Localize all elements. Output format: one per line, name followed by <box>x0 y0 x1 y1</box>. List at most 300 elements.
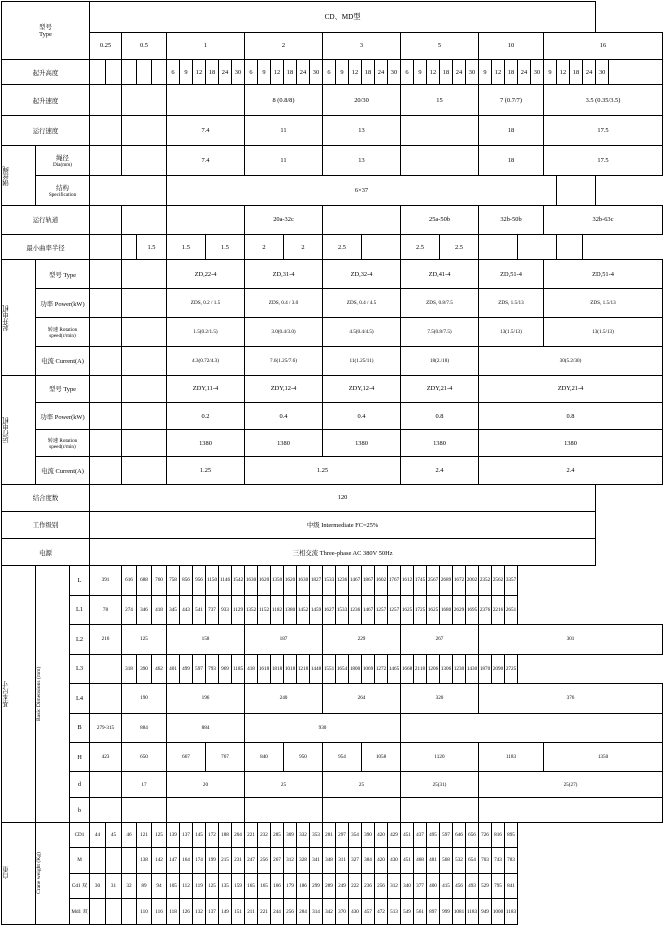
hoist-motor-speed-2: 3.0(0.4/3.0) <box>245 318 323 347</box>
hoist-motor-type-2: ZD,31-4 <box>245 260 323 289</box>
height-cell: 6 <box>245 59 258 84</box>
weight-cd1-cell: 429 <box>388 822 401 847</box>
hoist-motor-speed-0-25 <box>90 318 122 347</box>
rope-dia-0-25 <box>90 146 122 176</box>
weight-md1-cell: 199 <box>206 848 219 873</box>
dim-L-cell: 1542 <box>232 566 245 595</box>
dim-L3-cell: 1870 <box>479 654 492 683</box>
weight-md1-cell: 341 <box>310 848 323 873</box>
capacity-3: 3 <box>323 32 401 59</box>
weight-md1d-cell <box>122 899 137 925</box>
dim-L1-cell: 1352 <box>245 595 258 624</box>
dim-b-cell <box>479 798 663 822</box>
dim-b-cell <box>245 798 323 822</box>
height-cell: 12 <box>557 59 570 84</box>
dim-L2-cell: 158 <box>167 625 245 654</box>
weight-md1d-cell: 211 <box>245 899 258 925</box>
weight-md1d-cell: 314 <box>310 899 323 925</box>
dim-d-cell <box>90 772 122 798</box>
travel-motor-power-5: 0.8 <box>401 403 479 430</box>
dim-L-cell: 1827 <box>310 566 323 595</box>
travel-motor-type-0-5 <box>122 375 167 402</box>
weight-cd1-cell: 139 <box>167 822 180 847</box>
dim-d-cell: 25 <box>323 772 401 798</box>
row-label-travel-motor-power: 功率 Power(kW) <box>36 403 90 430</box>
dim-d-cell: 20 <box>167 772 245 798</box>
dim-L3-cell: 1185 <box>232 654 245 683</box>
dim-L1-cell: 274 <box>122 595 137 624</box>
capacity-1: 1 <box>167 32 245 59</box>
dim-L1-cell: 345 <box>167 595 180 624</box>
weight-md1d-cell: 118 <box>167 899 180 925</box>
travel-motor-power-0-25 <box>90 403 122 430</box>
dim-L-cell: 1767 <box>388 566 401 595</box>
height-cell: 30 <box>232 59 245 84</box>
hoist-motor-speed-3: 4.5(0.4/4.5) <box>323 318 401 347</box>
height-cell: 12 <box>427 59 440 84</box>
weight-cd1d-cell: 312 <box>388 873 401 898</box>
track-3 <box>323 205 401 234</box>
dim-L1-cell: 1625 <box>401 595 414 624</box>
dim-L-cell: 956 <box>193 566 206 595</box>
dim-L3-cell: 1430 <box>466 654 479 683</box>
travel-motor-type-1: ZDY,11-4 <box>167 375 245 402</box>
travel-speed-10: 18 <box>479 115 544 146</box>
weight-md1-cell: 231 <box>232 848 245 873</box>
hoist-motor-power-3: ZDS, 0.4 / 4.5 <box>323 289 401 318</box>
min-radius-cell: 1.5 <box>167 234 206 259</box>
weight-md1d-cell: 256 <box>284 899 297 925</box>
weight-cd1d-cell: 795 <box>492 873 505 898</box>
weight-md1d-cell: 132 <box>193 899 206 925</box>
row-label-wire-rope: 钢丝绳 <box>2 146 36 205</box>
row-label-rope-dia: 绳径 Dia(mm) <box>36 146 90 176</box>
hoist-motor-power-16: ZDS, 1.5/13 <box>544 289 663 318</box>
travel-motor-type-10-16: ZDY,21-4 <box>479 375 663 402</box>
dim-L3-cell: 969 <box>219 654 232 683</box>
height-cell <box>609 59 663 84</box>
capacity-2: 2 <box>245 32 323 59</box>
dim-L3-cell: 318 <box>122 654 137 683</box>
capacity-5: 5 <box>401 32 479 59</box>
hoist-motor-speed-0-5 <box>122 318 167 347</box>
travel-speed-1: 7.4 <box>167 115 245 146</box>
weight-md1d-cell: 110 <box>137 899 152 925</box>
dim-L1-cell: 1129 <box>232 595 245 624</box>
dim-L-cell: 1867 <box>362 566 375 595</box>
hoist-motor-speed-16: 13(1.5/13) <box>544 318 663 347</box>
dim-L-cell: 1672 <box>453 566 466 595</box>
weight-md1d-cell: 897 <box>427 899 440 925</box>
height-cell: 6 <box>401 59 414 84</box>
weight-cd1d-cell: 105 <box>167 873 180 898</box>
dim-L1-cell: 78 <box>90 595 122 624</box>
travel-motor-current-2-3: 1.25 <box>245 457 401 484</box>
weight-cd1-cell: 232 <box>258 822 271 847</box>
weight-cd1-cell: 125 <box>152 822 167 847</box>
height-cell: 9 <box>336 59 349 84</box>
hoist-motor-power-5: ZDS, 0.8/7.5 <box>401 289 479 318</box>
weight-cd1-cell: 46 <box>122 822 137 847</box>
height-cell: 30 <box>388 59 401 84</box>
dim-B-cell: 930 <box>245 713 401 742</box>
weight-md1-cell: 532 <box>453 848 466 873</box>
weight-md1d-cell: 999 <box>440 899 453 925</box>
weight-cd1-cell: 495 <box>427 822 440 847</box>
weight-cd1-cell: 121 <box>137 822 152 847</box>
weight-label-md1-double: Md1 双 <box>70 899 90 925</box>
weight-md1d-cell: 370 <box>336 899 349 925</box>
dim-L1-cell: 933 <box>219 595 232 624</box>
rope-spec-large: 6×37 <box>167 176 557 206</box>
height-cell <box>152 59 167 84</box>
dim-L-cell: 391 <box>90 566 122 595</box>
weight-md1-cell: 430 <box>388 848 401 873</box>
dim-L3-cell: 1618 <box>258 654 271 683</box>
height-cell <box>137 59 152 84</box>
weight-cd1d-cell: 456 <box>453 873 466 898</box>
dim-b-cell <box>122 798 167 822</box>
height-cell: 30 <box>531 59 544 84</box>
travel-motor-power-3: 0.4 <box>323 403 401 430</box>
weight-md1d-cell: 549 <box>401 899 414 925</box>
travel-motor-power-10-16: 0.8 <box>479 403 663 430</box>
dim-L4-cell <box>90 684 122 713</box>
weight-cd1d-cell: 529 <box>479 873 492 898</box>
weight-md1d-cell: 126 <box>180 899 193 925</box>
height-cell: 9 <box>414 59 427 84</box>
weight-md1-cell: 142 <box>152 848 167 873</box>
dim-L3-cell: 1465 <box>388 654 401 683</box>
weight-cd1-cell: 188 <box>219 822 232 847</box>
weight-cd1-cell: 137 <box>180 822 193 847</box>
travel-motor-current-0-25 <box>90 457 122 484</box>
min-radius-cell: 2 <box>284 234 323 259</box>
weight-md1-cell: 420 <box>375 848 388 873</box>
weight-label-cd1-double: Cd1 双 <box>70 873 90 898</box>
group-label: CD、MD型 <box>90 2 596 33</box>
dim-L-cell: 1602 <box>375 566 388 595</box>
height-cell: 9 <box>544 59 557 84</box>
weight-md1d-cell: 457 <box>362 899 375 925</box>
weight-md1-cell <box>122 848 137 873</box>
dim-label-L1: L1 <box>70 595 90 624</box>
dim-L3-cell: 1206 <box>427 654 440 683</box>
weight-cd1d-cell: 112 <box>180 873 193 898</box>
dim-b-cell <box>323 798 401 822</box>
height-cell <box>122 59 137 84</box>
dim-d-cell: 25(27) <box>479 772 663 798</box>
dim-L-cell: 688 <box>137 566 152 595</box>
height-cell: 9 <box>180 59 193 84</box>
weight-md1-cell: 328 <box>297 848 310 873</box>
height-cell: 9 <box>479 59 492 84</box>
rope-dia-16: 17.5 <box>544 146 663 176</box>
dim-L2-cell: 301 <box>479 625 663 654</box>
dim-L3-cell: 2725 <box>505 654 518 683</box>
row-label-crane-weight-en: Crane weight (Kg) <box>36 822 70 924</box>
travel-motor-current-10-16: 2.4 <box>479 457 663 484</box>
hoist-motor-current-2: 7.6(1.25/7.6) <box>245 346 323 375</box>
weight-md1d-cell: 1183 <box>466 899 479 925</box>
row-label-travel-motor: 运行电机 <box>2 375 36 484</box>
weight-md1-cell: 256 <box>258 848 271 873</box>
row-label-track: 运行轨道 <box>2 205 90 234</box>
rope-dia-1: 7.4 <box>167 146 245 176</box>
weight-md1-cell: 267 <box>271 848 284 873</box>
dim-L1-cell: 1695 <box>466 595 479 624</box>
height-cell: 18 <box>206 59 219 84</box>
dim-H-cell: 1350 <box>544 742 663 771</box>
dim-L4-cell: 264 <box>323 684 401 713</box>
weight-cd1d-cell: 400 <box>427 873 440 898</box>
weight-cd1-cell: 451 <box>401 822 414 847</box>
row-label-power-source: 电源 <box>2 538 90 565</box>
dim-L3-cell: 2118 <box>414 654 427 683</box>
weight-cd1d-cell: 222 <box>349 873 362 898</box>
weight-md1d-cell: 151 <box>232 899 245 925</box>
row-label-travel-motor-type: 型号 Type <box>36 375 90 402</box>
dim-L-cell: 2352 <box>479 566 492 595</box>
row-label-hoisting-height: 起升高度 <box>2 59 90 84</box>
row-label-basic-dimensions-en: Basic Dimensions (mm) <box>36 566 70 823</box>
weight-md1d-cell <box>106 899 122 925</box>
dim-L1-cell: 1452 <box>297 595 310 624</box>
weight-md1-cell: 247 <box>245 848 258 873</box>
travel-speed-0-25 <box>90 115 122 146</box>
dim-L3-cell: 1551 <box>323 654 336 683</box>
duty-value: 中级 Intermediate FC=25% <box>90 511 596 538</box>
height-cell: 12 <box>349 59 362 84</box>
weight-cd1d-cell: 415 <box>440 873 453 898</box>
weight-md1d-cell: 221 <box>258 899 271 925</box>
dim-label-L3: L3 <box>70 654 90 683</box>
height-cell: 6 <box>167 59 180 84</box>
rope-spec-pad <box>557 176 596 206</box>
dim-L1-cell: 541 <box>193 595 206 624</box>
height-cell: 12 <box>271 59 284 84</box>
min-radius-cell <box>362 234 401 259</box>
dim-label-b: b <box>70 798 90 822</box>
capacity-0-25: 0.25 <box>90 32 122 59</box>
hoist-motor-speed-5: 7.5(0.8/7.5) <box>401 318 479 347</box>
min-radius-cell <box>122 234 137 259</box>
weight-md1d-cell: 284 <box>297 899 310 925</box>
type-label-cn: 型号 <box>39 24 52 32</box>
rope-dia-2: 11 <box>245 146 323 176</box>
hoist-motor-type-10: ZD,51-4 <box>479 260 544 289</box>
weight-md1-cell: 743 <box>492 848 505 873</box>
weight-md1d-cell: 137 <box>206 899 219 925</box>
weight-cd1-cell: 297 <box>336 822 349 847</box>
height-cell: 30 <box>596 59 609 84</box>
dim-L-cell: 1150 <box>206 566 219 595</box>
hoisting-speed-16: 3.5 (0.35/3.5) <box>544 85 663 116</box>
dim-L4-cell: 320 <box>401 684 479 713</box>
height-cell: 12 <box>193 59 206 84</box>
dim-L3-cell: 1230 <box>453 654 466 683</box>
weight-cd1-cell: 172 <box>206 822 219 847</box>
dim-L4-cell: 376 <box>479 684 663 713</box>
height-cell: 24 <box>583 59 596 84</box>
dim-L1-cell: 418 <box>152 595 167 624</box>
weight-cd1d-cell: 119 <box>193 873 206 898</box>
min-radius-cell <box>557 234 583 259</box>
dim-L2-cell: 267 <box>401 625 479 654</box>
weight-md1-cell: 174 <box>193 848 206 873</box>
weight-md1-cell: 164 <box>180 848 193 873</box>
hoisting-speed-5: 15 <box>401 85 479 116</box>
travel-speed-3: 13 <box>323 115 401 146</box>
hoist-motor-power-0-5 <box>122 289 167 318</box>
dim-L3-cell: 1818 <box>271 654 284 683</box>
height-cell: 18 <box>505 59 518 84</box>
hoisting-speed-10: 7 (0.7/7) <box>479 85 544 116</box>
hoist-motor-type-3: ZD,32-4 <box>323 260 401 289</box>
weight-cd1-cell: 332 <box>297 822 310 847</box>
weight-md1-cell: 568 <box>440 848 453 873</box>
dim-H-cell: 767 <box>206 742 245 771</box>
dim-label-B: B <box>70 713 90 742</box>
weight-cd1d-cell: 289 <box>323 873 336 898</box>
dim-L3-cell: 499 <box>180 654 193 683</box>
weight-md1-cell: 703 <box>479 848 492 873</box>
dim-L-cell: 3357 <box>505 566 518 595</box>
weight-cd1d-cell: 299 <box>310 873 323 898</box>
hoist-motor-type-1: ZD,22-4 <box>167 260 245 289</box>
dim-L1-cell: 2629 <box>453 595 466 624</box>
weight-md1d-cell: 561 <box>414 899 427 925</box>
hoist-motor-current-5: 18(2./18) <box>401 346 479 375</box>
weight-md1d-cell: 430 <box>349 899 362 925</box>
dim-B-cell <box>401 713 663 742</box>
travel-speed-5 <box>401 115 479 146</box>
weight-md1d-cell: 116 <box>152 899 167 925</box>
travel-motor-speed-3: 1380 <box>323 430 401 457</box>
dim-L1-cell: 1257 <box>375 595 388 624</box>
height-cell: 18 <box>284 59 297 84</box>
hoist-motor-type-16: ZD,51-4 <box>544 260 663 289</box>
track-1 <box>167 205 245 234</box>
weight-label-md1: M <box>70 848 90 873</box>
min-radius-cell: 1.5 <box>137 234 167 259</box>
height-cell: 18 <box>440 59 453 84</box>
min-radius-cell: 1.5 <box>206 234 245 259</box>
rope-dia-0-5 <box>122 146 167 176</box>
dim-L3-cell: 418 <box>245 654 258 683</box>
dim-H-cell: 950 <box>284 742 323 771</box>
dim-H-cell: 1183 <box>479 742 544 771</box>
power-source-value: 三相交流 Three-phase AC 380V 50Hz <box>90 538 596 565</box>
dim-H-cell: 954 <box>323 742 362 771</box>
dim-L2-cell: 125 <box>122 625 167 654</box>
weight-cd1d-cell: 125 <box>206 873 219 898</box>
dim-H-cell: 667 <box>167 742 206 771</box>
track-0-25 <box>90 205 122 234</box>
dim-L-cell: 1146 <box>219 566 232 595</box>
capacity-10: 10 <box>479 32 544 59</box>
row-label-duty: 工作级别 <box>2 511 90 538</box>
weight-cd1d-cell: 493 <box>466 873 479 898</box>
dim-L-cell: 1620 <box>284 566 297 595</box>
dim-label-L2: L2 <box>70 625 90 654</box>
dim-L-cell: 2567 <box>427 566 440 595</box>
dim-L4-cell: 190 <box>122 684 167 713</box>
weight-cd1-cell: 221 <box>245 822 258 847</box>
weight-md1-cell: 468 <box>414 848 427 873</box>
min-radius-cell <box>518 234 557 259</box>
min-radius-cell <box>479 234 518 259</box>
min-radius-cell: 2.5 <box>440 234 479 259</box>
hoist-motor-type-0-25 <box>90 260 122 289</box>
hoist-motor-power-2: ZDS, 0.4 / 3.0 <box>245 289 323 318</box>
weight-cd1-cell: 656 <box>466 822 479 847</box>
weight-md1d-cell: 949 <box>479 899 492 925</box>
travel-motor-speed-2: 1380 <box>245 430 323 457</box>
rope-dia-3: 13 <box>323 146 401 176</box>
travel-speed-2: 11 <box>245 115 323 146</box>
height-cell <box>90 59 106 84</box>
dim-L-cell: 2002 <box>466 566 479 595</box>
weight-cd1d-cell: 135 <box>219 873 232 898</box>
weight-md1-cell: 451 <box>401 848 414 873</box>
hoist-motor-type-5: ZD,41-4 <box>401 260 479 289</box>
dim-L-cell: 856 <box>180 566 193 595</box>
dim-d-cell: 25(31) <box>401 772 479 798</box>
specification-table <box>1 1 663 925</box>
dim-L3-cell: 390 <box>137 654 152 683</box>
weight-md1-cell: 348 <box>323 848 336 873</box>
dim-L-cell: 1620 <box>258 566 271 595</box>
hoist-motor-current-0-5 <box>122 346 167 375</box>
weight-cd1-cell: 353 <box>310 822 323 847</box>
weight-cd1-cell: 145 <box>193 822 206 847</box>
row-label-hoist-motor-current: 电流 Current(A) <box>36 346 90 375</box>
dim-L1-cell: 1236 <box>349 595 362 624</box>
dim-L1-cell: 1467 <box>362 595 375 624</box>
dim-L1-cell: 1725 <box>414 595 427 624</box>
weight-cd1-cell: 437 <box>414 822 427 847</box>
height-cell: 24 <box>297 59 310 84</box>
travel-motor-speed-0-5 <box>122 430 167 457</box>
height-cell: 30 <box>310 59 323 84</box>
dim-L1-cell: 737 <box>206 595 219 624</box>
dim-L3-cell: 1218 <box>297 654 310 683</box>
hoisting-speed-0-5 <box>122 85 167 116</box>
weight-cd1d-cell: 30 <box>90 873 106 898</box>
weight-cd1d-cell: 256 <box>375 873 388 898</box>
dim-H-cell: 840 <box>245 742 284 771</box>
dim-L1-cell: 1380 <box>284 595 297 624</box>
hoist-motor-power-1: ZDS, 0.2 / 1.5 <box>167 289 245 318</box>
travel-motor-speed-5: 1380 <box>401 430 479 457</box>
dim-L1-cell: 2376 <box>479 595 492 624</box>
dim-H-cell: 1120 <box>401 742 479 771</box>
row-label-hoist-motor-speed: 转速 Rotation speed(r/min) <box>36 318 90 347</box>
weight-cd1-cell: 895 <box>505 822 518 847</box>
weight-cd1-cell: 816 <box>492 822 505 847</box>
weight-md1d-cell: 149 <box>219 899 232 925</box>
weight-md1d-cell: 244 <box>271 899 284 925</box>
weight-cd1-cell: 285 <box>271 822 284 847</box>
dim-L1-cell: 2651 <box>505 595 518 624</box>
dim-L4-cell: 196 <box>167 684 245 713</box>
rope-dia-10: 18 <box>479 146 544 176</box>
weight-md1d-cell: 1081 <box>453 899 466 925</box>
dim-L1-cell: 1680 <box>440 595 453 624</box>
min-radius-cell: 2.5 <box>401 234 440 259</box>
weight-md1-cell: 384 <box>362 848 375 873</box>
